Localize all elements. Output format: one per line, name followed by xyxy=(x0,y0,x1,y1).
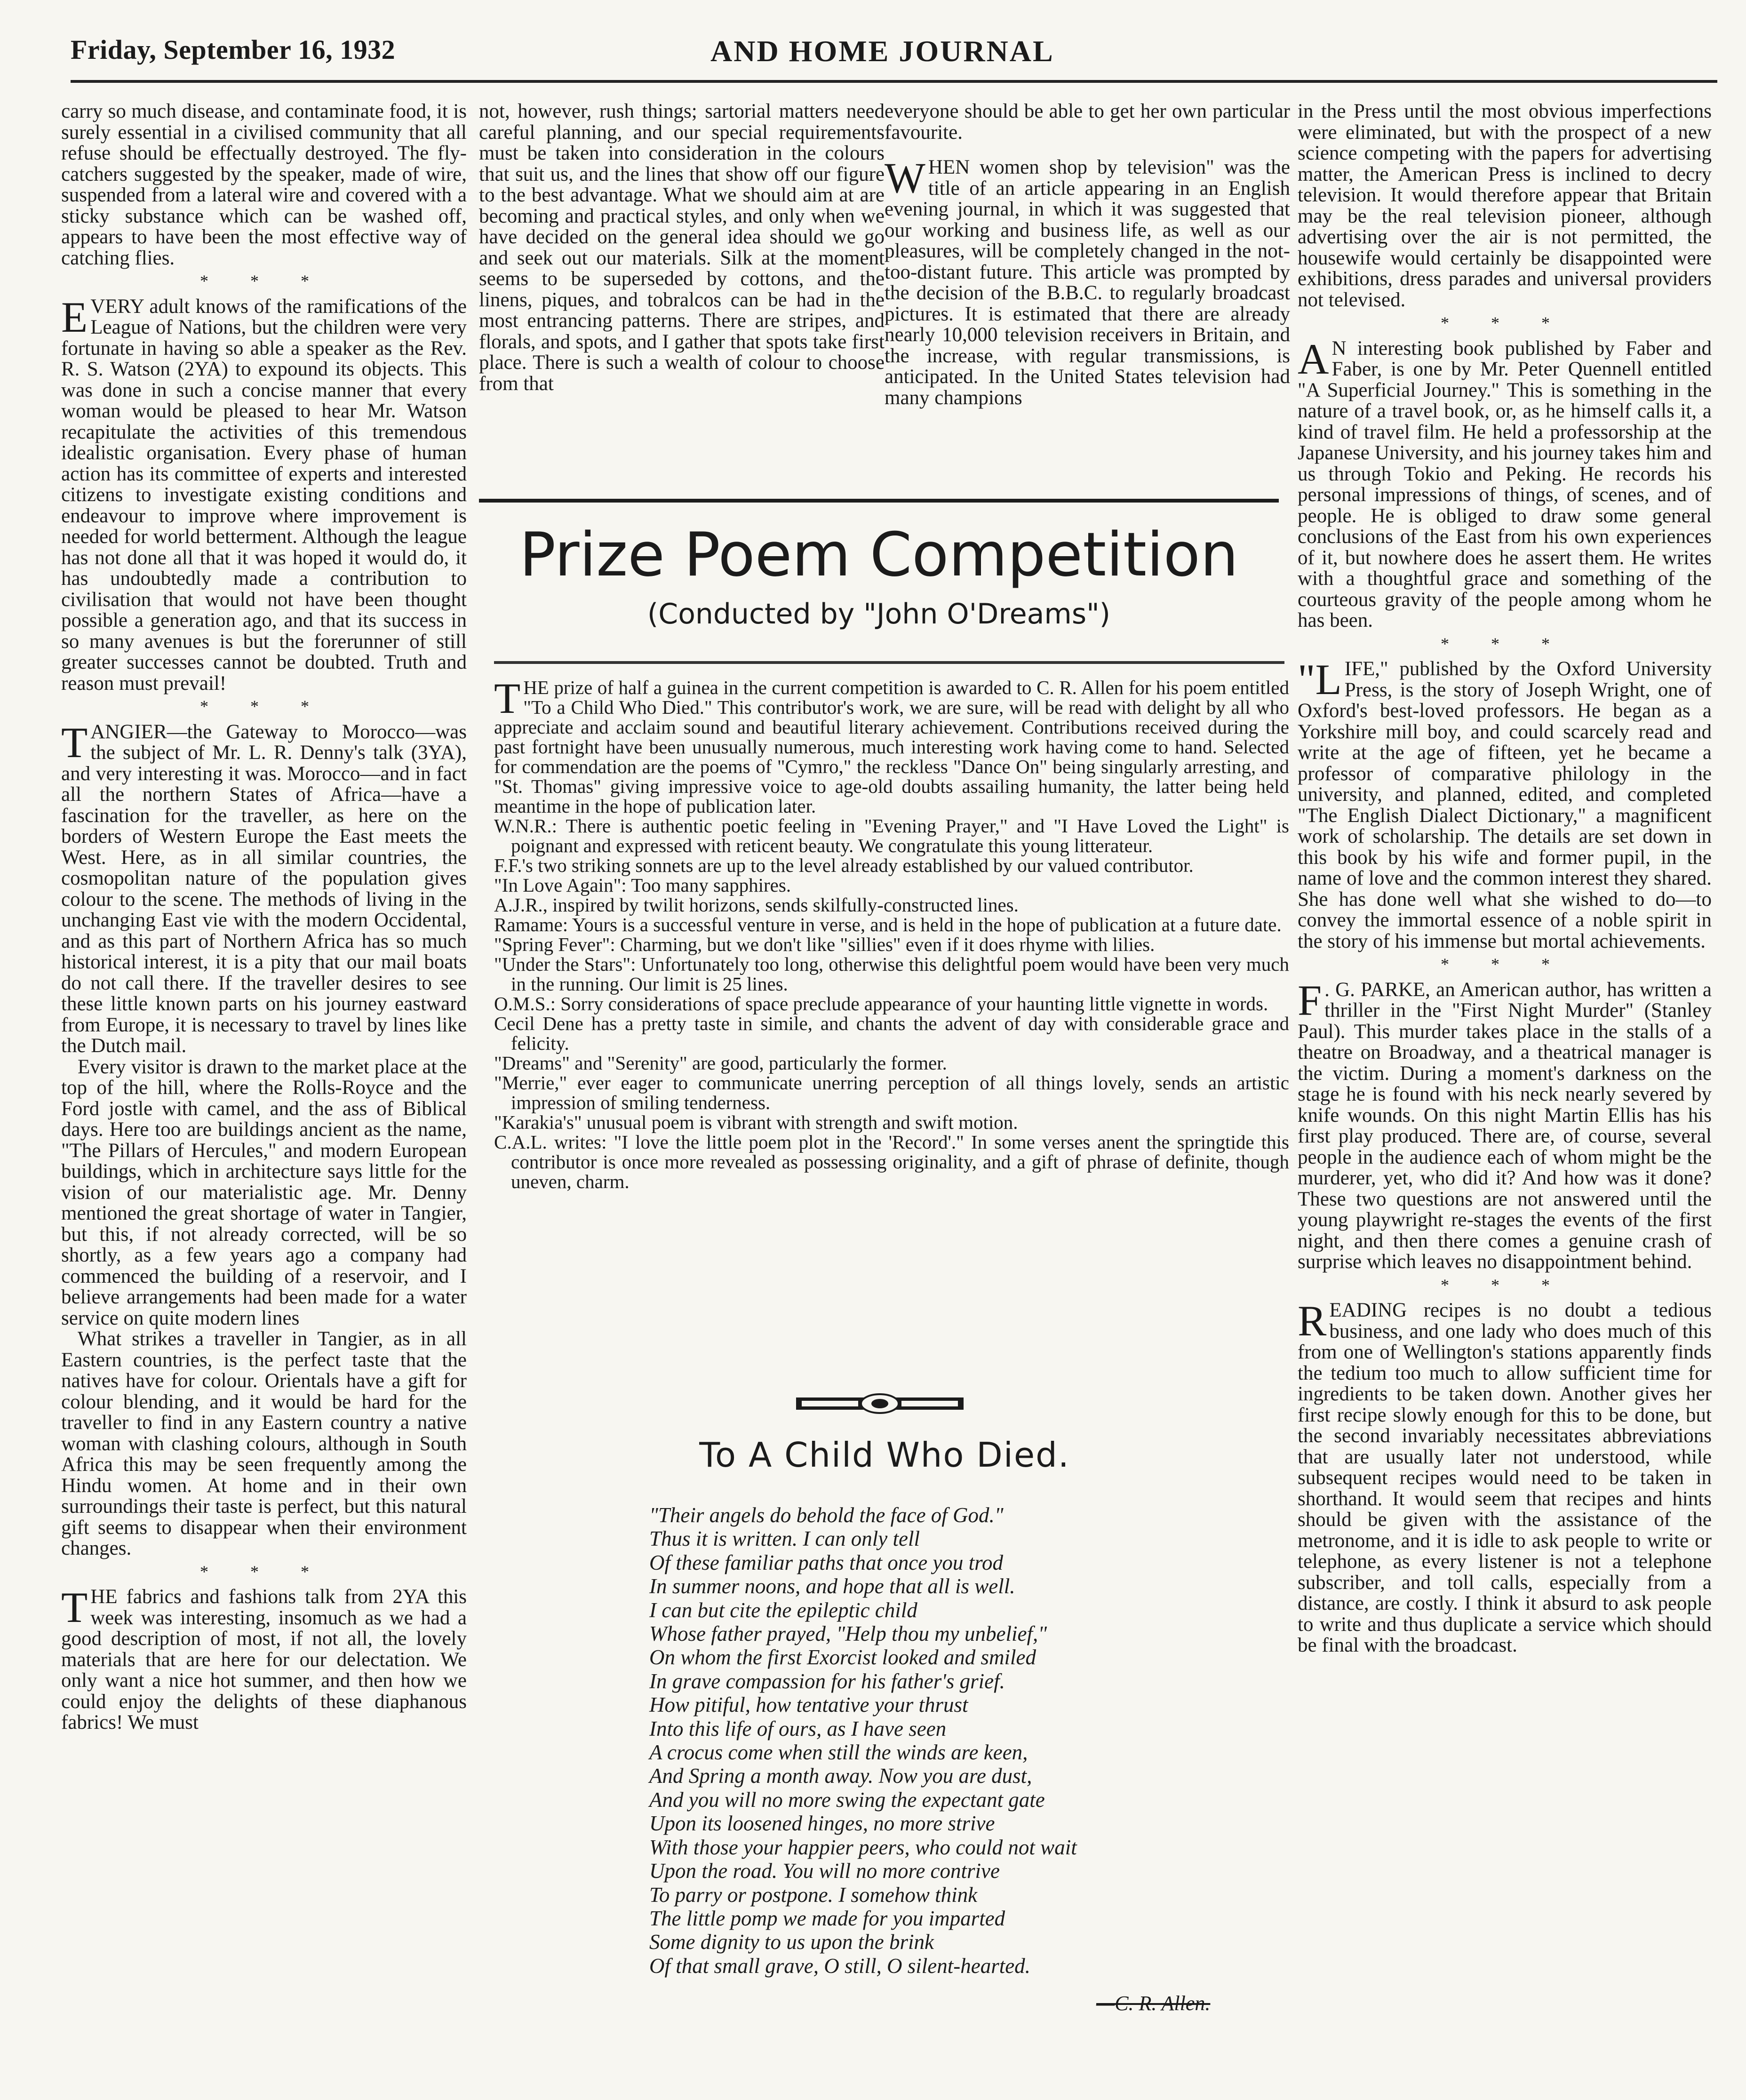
col1-tangier-paragraph: TANGIER—the Gateway to Morocco—was the subject of Mr. L. R. Denny's talk (3YA), and very interesting it was. Morocco—and in fact all the northern States of Africa—have a fascination for the traveller, as here on the borders of Western Europe the East meets the West. Here, as in all similar countries, the cosmopolitan nature of the population gives colour to the scene. The methods of living in the unchanging East vie with the modern Occidental, and as this part of Northern Africa has so much historical interest, it is a pity that our mail boats do not call there. If the traveller desires to see these little known parts on his journey eastward from Europe, it is necessary to travel by lines like the Dutch mail. xyxy=(61,718,467,1057)
drop-cap: T xyxy=(494,678,521,722)
competition-note: "Under the Stars": Unfortunately too long, otherwise this delightful poem would have been very much in the running. Our limit is 25 lines. xyxy=(494,953,1289,995)
competition-note: "In Love Again": Too many sapphires. xyxy=(494,874,791,896)
poem-body xyxy=(649,1503,1261,1978)
competition-note: F.F.'s two striking sonnets are up to the level already established by our valued contributor. xyxy=(494,854,1194,876)
poem-line: Some dignity to us upon the brink xyxy=(649,1930,934,1954)
journal-title: AND HOME JOURNAL xyxy=(710,34,1054,68)
col4-paragraph: in the Press until the most obvious imperfections were eliminated, but with the prospect of a new science competing with the papers for advertising matter, the American Press is inclined to decry television. It would therefore appear that Britain may be the real television pioneer, although advertising over the air is not permitted, the housewife would certainly be disappointed were exhibitions, dress parades and universal providers not televised. xyxy=(1298,101,1712,311)
competition-note: W.N.R.: There is authentic poetic feeling in "Evening Prayer," and "I Have Loved the Light" is poignant and expressed with reticent beauty. We congratulate this young litterateur. xyxy=(494,815,1289,856)
drop-cap: A xyxy=(1298,335,1329,383)
separator: * * * xyxy=(200,1562,328,1581)
poem-line: Of these familiar paths that once you trod xyxy=(649,1550,1004,1574)
drop-cap: E xyxy=(61,293,88,341)
poem-line: "Their angels do behold the face of God." xyxy=(649,1503,1004,1527)
competition-note: "Dreams" and "Serenity" are good, particularly the former. xyxy=(494,1052,947,1074)
poem-line: With those your happier peers, who could not wait xyxy=(649,1835,1077,1859)
banner-top-rule xyxy=(479,499,1279,503)
poem-line: Whose father prayed, "Help thou my unbelief," xyxy=(649,1622,1047,1646)
competition-title: Prize Poem Competition xyxy=(519,520,1239,590)
competition-body xyxy=(494,678,1289,1374)
ornament-icon xyxy=(795,1393,965,1414)
drop-cap: W xyxy=(885,154,925,202)
poem-signature: —C. R. Allen. xyxy=(1096,1992,1211,2015)
competition-note: "Karakia's" unusual poem is vibrant with strength and swift motion. xyxy=(494,1111,1018,1133)
col4-thriller-paragraph: F . G. PARKE, an American author, has written a thriller in the "First Night Murder" (Stanley Paul). This murder takes place in the stalls of a theatre on Broadway, and a theatrical manager is the victim. During a moment's darkness on the stage he is found with his neck nearly severed by knife wounds. On this night Martin Ellis has his first play produced. There are, of course, several people in the audience each of whom might be the murderer, yet, who did it? And how was it done? These two questions are not answered until the young playwright re-stages the events of the first night, and then there comes a genuine crash of surprise which leaves no disappointment behind. xyxy=(1298,976,1712,1273)
poem-line: And Spring a month away. Now you are dust, xyxy=(649,1764,1032,1788)
poem-line: Upon its loosened hinges, no more strive xyxy=(649,1812,995,1836)
competition-note: Ramame: Yours is a successful venture in verse, and is held in the hope of publication at a future date. xyxy=(494,914,1282,935)
col1-league-paragraph: EVERY adult knows of the ramifications of the League of Nations, but the children were very fortunate in having so able a speaker as the Rev. R. S. Watson (2YA) to expound its objects. This was done in such a concise manner that every woman would be pleased to hear Mr. Watson recapitulate the activities of this tremendous idealistic organisation. Every phase of human action has its committee of experts and interested citizens to investigate existing conditions and endeavour to improve where improvement is needed for world betterment. Although the league has not done all that it was hoped it would do, it has undoubtedly made a contribution to civilisation that would not have been thought possible a generation ago, and that its success in so many avenues is but the forerunner of still greater successes cannot be doubted. Truth and reason must prevail! xyxy=(61,293,467,695)
col1-fabrics-paragraph: THE fabrics and fashions talk from 2YA this week was interesting, insomuch as we had a good description of most, if not all, the lovely materials that are here for our delectation. We only want a nice hot summer, and then how we could enjoy the delights of these diaphanous fabrics! We must xyxy=(61,1583,467,1733)
poem-line: In grave compassion for his father's grief. xyxy=(649,1669,1005,1693)
banner-bottom-rule xyxy=(494,661,1284,664)
col4-recipes-paragraph: READING recipes is no doubt a tedious business, and one lady who does much of this from one of Wellington's stations apparently finds the tedium too much to allow sufficient time for ingredients to be taken down. Another gives her first recipe slowly enough for this to be done, but the second invariably necessitates abbreviations that are usually later not understood, while subsequent recipes would need to be taken in shorthand. It would seem that recipes and hints should be given with the assistance of the metronome, and it is idle to ask people to write or telephone, as every listener is not a telephone subscriber, and toll calls, especially from a distance, are costly. I think it absurd to ask people to write and thus duplicate a service which should be final with the broadcast. xyxy=(1298,1297,1712,1656)
column-1 xyxy=(61,101,467,2092)
poem-line: The little pomp we made for you imparted xyxy=(649,1906,1005,1930)
poem-line: Thus it is written. I can only tell xyxy=(649,1527,920,1551)
drop-cap: F xyxy=(1298,976,1322,1024)
drop-cap: T xyxy=(61,1583,88,1631)
poem-line: On whom the first Exorcist looked and smiled xyxy=(649,1645,1036,1669)
separator: * * * xyxy=(1441,634,1569,653)
drop-cap: T xyxy=(61,718,88,767)
col4-book-paragraph: A N interesting book published by Faber and Faber, is one by Mr. Peter Quennell entitled "A Superficial Journey." This is something in the nature of a travel book, or, as he himself calls it, a kind of travel film. He held a professorship at the Japanese University, and his journey takes him and us through Tokio and Peking. He records his personal impressions of things, of scenes, and of people. He is obliged to draw some general conclusions of the East from his own experiences of it, but nowhere does he assert them. He writes with a thoughtful grace and something of the courteous gravity of the people among whom he has been. xyxy=(1298,335,1712,631)
col3-television-paragraph: WHEN women shop by television" was the title of an article appearing in an English evening journal, in which it was suggested that our working and business life, as well as our pleasures, will be completely changed in the not-too-distant future. This article was prompted by the decision of the B.B.C. to regularly broadcast pictures. It is estimated that there are already nearly 10,000 television receivers in Britain, and the increase, with regular transmissions, is anticipated. In the United States television had many champions xyxy=(885,154,1290,409)
column-4 xyxy=(1298,101,1712,2092)
separator: * * * xyxy=(200,271,328,290)
poem-line: I can but cite the epileptic child xyxy=(649,1598,917,1622)
issue-date: Friday, September 16, 1932 xyxy=(71,34,396,65)
poem-line: And you will no more swing the expectant gate xyxy=(649,1788,1045,1812)
competition-subtitle: (Conducted by "John O'Dreams") xyxy=(647,598,1111,631)
competition-note: O.M.S.: Sorry considerations of space preclude appearance of your haunting little vignette in words. xyxy=(494,993,1268,1014)
poem-line: Upon the road. You will no more contrive xyxy=(649,1859,1000,1883)
competition-note: "Spring Fever": Charming, but we don't like "sillies" even if it does rhyme with lilies. xyxy=(494,934,1155,955)
poem-line: Into this life of ours, as I have seen xyxy=(649,1717,947,1741)
col2-paragraph: not, however, rush things; sartorial matters need careful planning, and our special requirements must be taken into consideration in the colours that suit us, and the lines that show off our figure to the best advantage. What we should aim at are becoming and practical styles, and only when we have decided on the general idea should we go and seek out our materials. Silk at the moment seems to be superseded by cottons, and the linens, piques, and tobralcos can be had in the most entrancing patterns. There are stripes, and florals, and spots, and I gather that spots take first place. There is such a wealth of colour to choose from that xyxy=(479,101,885,395)
drop-cap: "L xyxy=(1298,655,1342,703)
competition-note: "Merrie," ever eager to communicate unerring perception of all things lovely, sends an artistic impression of smiling tenderness. xyxy=(494,1072,1289,1113)
col4-life-paragraph: "LIFE," published by the Oxford University Press, is the story of Joseph Wright, one of Oxford's best-loved professors. He began as a Yorkshire mill boy, and could scarcely read and write at the age of fifteen, yet he became a professor of comparative philology in the university, and planned, edited, and completed "The English Dialect Dictionary," a magnificent work of scholarship. The details are set down in this book by his wife and former pupil, in the name of love and the common interest they shared. She has done well what she wished to do—to convey the immortal essence of a noble spirit in the story of his immense but mortal achievements. xyxy=(1298,655,1712,952)
poem-title: To A Child Who Died. xyxy=(699,1435,1070,1475)
column-2 xyxy=(479,101,885,492)
col1-paragraph: Every visitor is drawn to the market place at the top of the hill, where the Rolls-Royce and the Ford jostle with camel, and the ass of Biblical days. Here too are buildings ancient as the name, "The Pillars of Hercules," and modern European buildings, which in architecture says little for the vision of our materialistic age. Mr. Denny mentioned the great shortage of water in Tangier, but this, if not already corrected, will be so shortly, as a few years ago a company had commenced the building of a reservoir, and I believe arrangements had been made for a water service on quite modern lines xyxy=(61,1055,467,1329)
header-rule xyxy=(71,80,1717,83)
separator: * * * xyxy=(1441,313,1569,332)
competition-intro: THE prize of half a guinea in the current competition is awarded to C. R. Allen for his poem entitled "To a Child Who Died." This contributor's work, we are sure, will be read with delight by all who appreciate and acclaim sound and beautiful literary achievement. Contributions received during the past fortnight have been unusually numerous, much interesting work having come to hand. Selected for commendation are the poems of "Cymro," the reckless "Dance On" being singularly arresting, and "St. Thomas" giving impressive voice to age-old doubts assailing humanity, the latter being held meantime in the hope of publication later. xyxy=(494,678,1289,817)
competition-note: A.J.R., inspired by twilit horizons, sends skilfully-constructed lines. xyxy=(494,894,1019,916)
col1-paragraph: What strikes a traveller in Tangier, as in all Eastern countries, is the perfect taste that the natives have for colour. Orientals have a gift for colour blending, and it would be hard for the traveller to find in any Eastern country a native woman with clashing colours, although in South Africa this may be seen frequently among the Hindu women. At home and in their own surroundings their taste is perfect, but this natural gift seems to disappear when their environment changes. xyxy=(61,1328,467,1559)
separator: * * * xyxy=(1441,1275,1569,1294)
poem-line: Of that small grave, O still, O silent-hearted. xyxy=(649,1954,1030,1978)
column-3 xyxy=(885,101,1290,492)
separator: * * * xyxy=(1441,955,1569,974)
col1-paragraph: carry so much disease, and contaminate food, it is surely essential in a civilised community that all refuse should be effectually destroyed. The fly-catchers suggested by the speaker, made of wire, suspended from a lateral wire and covered with a sticky substance which can be washed off, appears to have been the most effective way of catching flies. xyxy=(61,101,467,269)
drop-cap: R xyxy=(1298,1297,1327,1345)
separator: * * * xyxy=(200,697,328,716)
competition-note: C.A.L. writes: "I love the little poem plot in the 'Record'." In some verses anent the springtide this contributor is once more revealed as possessing originality, and a gift of phrase of definite, though uneven, charm. xyxy=(494,1131,1289,1192)
poem-line: To parry or postpone. I somehow think xyxy=(649,1883,978,1907)
col3-paragraph: everyone should be able to get her own particular favourite. xyxy=(885,101,1290,144)
poem-line: How pitiful, how tentative your thrust xyxy=(649,1693,968,1717)
poem-line: In summer noons, and hope that all is well. xyxy=(649,1574,1015,1598)
competition-note: Cecil Dene has a pretty taste in simile, and chants the advent of day with considerable grace and felicity. xyxy=(494,1013,1289,1054)
poem-line: A crocus come when still the winds are keen, xyxy=(649,1741,1028,1765)
